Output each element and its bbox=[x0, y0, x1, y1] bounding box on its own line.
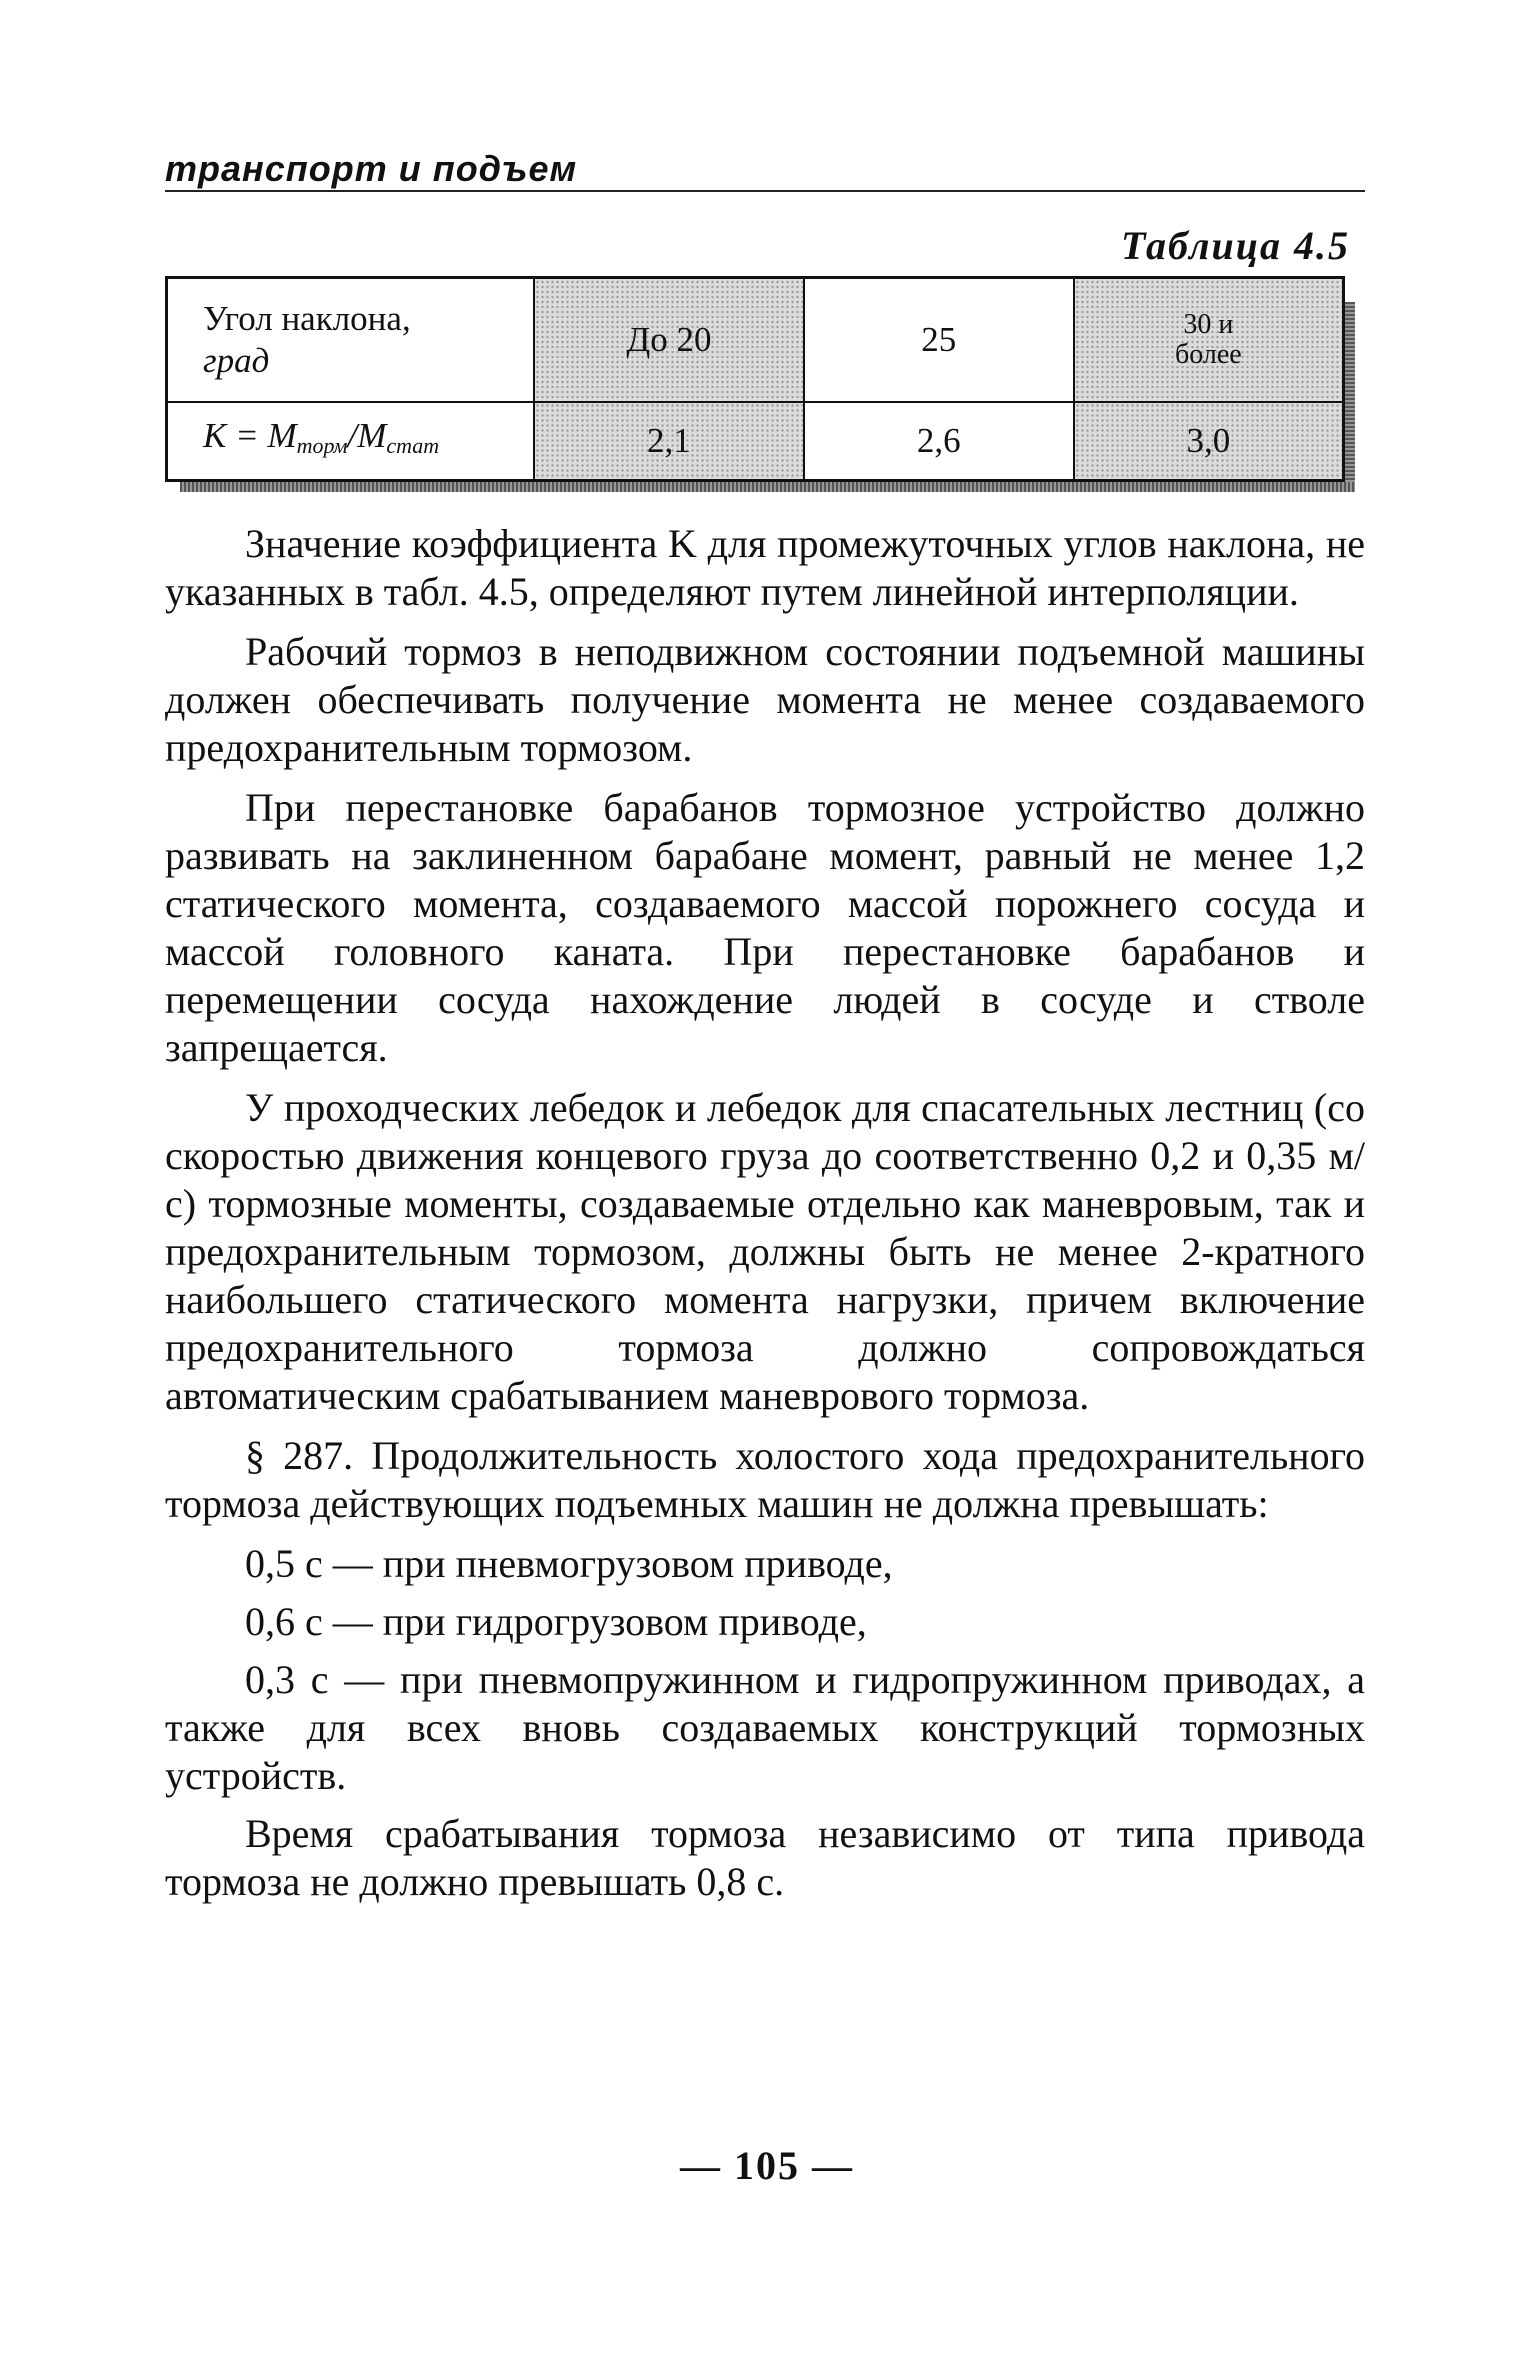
table-cell bbox=[1074, 278, 1344, 403]
running-header: транспорт и подъем bbox=[165, 148, 578, 189]
list-item: 0,5 с — при пневмогрузовом приводе, bbox=[245, 1541, 893, 1586]
formula-m: M bbox=[357, 416, 387, 456]
row-header-angle bbox=[167, 278, 535, 403]
table-cell: 2,6 bbox=[804, 402, 1074, 480]
table-row bbox=[167, 402, 1344, 480]
cell-line: более bbox=[1174, 339, 1242, 371]
table-caption: Таблица 4.5 bbox=[1121, 223, 1350, 268]
list-item: 0,6 с — при гидрогрузовом приводе, bbox=[245, 1599, 867, 1644]
table-shadow bbox=[1345, 302, 1355, 492]
table-cell: 2,1 bbox=[534, 402, 804, 480]
angle-label: Угол наклона, bbox=[203, 299, 411, 339]
list-item: 0,3 с — при пневмопружинном и гидропружинном приводах, а также для всех вновь создаваемых конструкций тормозных устройств. bbox=[165, 1657, 1365, 1798]
formula-eq: = bbox=[226, 416, 268, 456]
paragraph: § 287. Продолжительность холостого хода предохранительного тормоза действующих подъемных машин не должна превышать: bbox=[165, 1433, 1365, 1526]
formula-subscript: торм bbox=[296, 433, 348, 459]
header-rule bbox=[165, 190, 1365, 192]
table-cell: 25 bbox=[804, 278, 1074, 403]
cell-line: 30 и bbox=[1183, 309, 1234, 341]
table-cell: 3,0 bbox=[1074, 402, 1344, 480]
paragraph: При перестановке барабанов тормозное устройство должно развивать на заклиненном барабане момент, равный не менее 1,2 статического момента, создаваемого массой порожнего сосуда и массой головного каната. При перестановке барабанов и перемещении сосуда нахождение людей в сосуде и стволе запрещается. bbox=[165, 785, 1365, 1070]
page-number: — 105 — bbox=[680, 2143, 854, 2188]
paragraph: У проходческих лебедок и лебедок для спасательных лестниц (со скоростью движения концевого груза до соответственно 0,2 и 0,35 м/с) тормозные моменты, создаваемые отдельно как маневровым, так и предохранительным тормозом, должны быть не менее 2-кратного наибольшего статического момента нагрузки, причем включение предохранительного тормоза должно сопровождаться автоматическим срабатыванием маневрового тормоза. bbox=[165, 1085, 1365, 1418]
row-header-formula bbox=[167, 402, 535, 480]
table-row bbox=[167, 278, 1344, 403]
formula-m: M bbox=[267, 416, 297, 456]
paragraph: Значение коэффициента K для промежуточных углов наклона, не указанных в табл. 4.5, определяют путем линейной интерполяции. bbox=[165, 521, 1365, 614]
table-shadow bbox=[180, 482, 1355, 492]
formula-subscript: стат bbox=[386, 433, 440, 459]
formula-slash: / bbox=[347, 416, 358, 456]
paragraph: Рабочий тормоз в неподвижном состоянии подъемной машины должен обеспечивать получение момента не менее создаваемого предохранительным тормозом. bbox=[165, 629, 1365, 770]
coefficient-table bbox=[165, 276, 1345, 482]
paragraph: Время срабатывания тормоза независимо от типа привода тормоза не должно превышать 0,8 с. bbox=[165, 1811, 1365, 1904]
formula-k: K bbox=[203, 416, 227, 456]
body-text bbox=[165, 520, 1365, 1918]
data-table bbox=[165, 276, 1345, 482]
table-cell: До 20 bbox=[534, 278, 804, 403]
angle-unit: град bbox=[203, 341, 270, 381]
